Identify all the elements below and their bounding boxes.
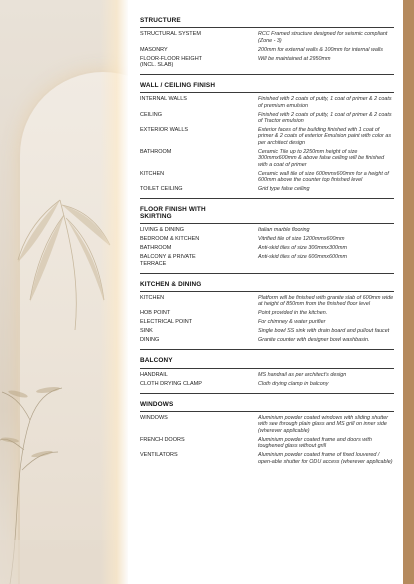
spec-row bbox=[140, 381, 394, 387]
spec-row bbox=[140, 56, 394, 69]
spec-row bbox=[140, 227, 394, 233]
spec-label: SINK bbox=[140, 328, 153, 335]
spec-value: Ceramic Tile up to 2250mm height of size 300mmx600mm & above false ceiling will be finished with a coat of primer bbox=[258, 148, 385, 168]
spec-value: Aluminium powder coated windows with sliding shutter with see through plain glass and MS grill on inner side (wherever applicable) bbox=[258, 414, 389, 434]
spec-row bbox=[140, 310, 394, 316]
spec-section bbox=[140, 17, 394, 75]
section-title: WINDOWS bbox=[140, 401, 394, 412]
spec-row bbox=[140, 236, 394, 242]
spec-row bbox=[140, 337, 394, 343]
light-glow bbox=[100, 0, 128, 584]
spec-label: MASONRY bbox=[140, 46, 168, 53]
spec-row bbox=[140, 186, 394, 192]
spec-value: Vitrified tile of size 1200mmx600mm bbox=[258, 236, 345, 243]
spec-row bbox=[140, 245, 394, 251]
spec-label: VENTILATORS bbox=[140, 452, 178, 459]
spec-label: WINDOWS bbox=[140, 414, 168, 421]
spec-section bbox=[140, 281, 394, 351]
spec-value: Platform will be finished with granite slab of 600mm wide at height of 850mm from the finished floor level bbox=[258, 295, 394, 308]
spec-row bbox=[140, 96, 394, 109]
section-title: WALL / CEILING FINISH bbox=[140, 82, 394, 93]
section-title: FLOOR FINISH WITH SKIRTING bbox=[140, 206, 394, 224]
section-title: KITCHEN & DINING bbox=[140, 281, 394, 292]
spec-row bbox=[140, 328, 394, 334]
spec-row bbox=[140, 127, 394, 146]
spec-value: Finished with 2 coats of putty, 1 coat of primer & 2 coats of premium emulsion bbox=[258, 96, 392, 109]
section-title: BALCONY bbox=[140, 357, 394, 368]
spec-row bbox=[140, 171, 394, 184]
spec-row bbox=[140, 149, 394, 168]
spec-label: CEILING bbox=[140, 111, 163, 118]
spec-value: MS handrail as per architect's design bbox=[258, 371, 347, 378]
spec-label: HANDRAIL bbox=[140, 371, 168, 378]
spec-label: STRUCTURAL SYSTEM bbox=[140, 31, 201, 38]
specifications-list bbox=[140, 17, 394, 478]
spec-row bbox=[140, 319, 394, 325]
spec-label: BATHROOM bbox=[140, 148, 172, 155]
spec-value: Point provided in the kitchen. bbox=[258, 310, 328, 317]
spec-value: 200mm for external walls & 100mm for internal walls bbox=[258, 46, 383, 53]
spec-row bbox=[140, 295, 394, 308]
spec-value: Single bowl SS sink with drain board and pullout faucet bbox=[258, 328, 390, 335]
spec-label: DINING bbox=[140, 337, 160, 344]
spec-row bbox=[140, 112, 394, 125]
accent-bar bbox=[403, 0, 414, 584]
spec-value: Cloth drying clamp in balcony bbox=[258, 380, 329, 387]
spec-label: ELECTRICAL POINT bbox=[140, 319, 193, 326]
spec-value: RCC Framed structure designed for seismic compliant (Zone - 3) bbox=[258, 31, 388, 44]
spec-row bbox=[140, 31, 394, 44]
spec-row bbox=[140, 47, 394, 53]
spec-label: TOILET CEILING bbox=[140, 186, 183, 193]
spec-label: BEDROOM & KITCHEN bbox=[140, 236, 200, 243]
section-title: STRUCTURE bbox=[140, 17, 394, 28]
spec-label: KITCHEN bbox=[140, 295, 165, 302]
spec-value: Anti-skid tiles of size 300mmx300mm bbox=[258, 245, 347, 252]
spec-label: BALCONY & PRIVATE TERRACE bbox=[140, 254, 196, 267]
spec-value: Finished with 2 coats of putty, 1 coat of primer & 2 coats of Tractor emulsion bbox=[258, 111, 392, 125]
spec-section bbox=[140, 206, 394, 274]
spec-value: For chimney & water purifier bbox=[258, 319, 326, 326]
spec-label: FLOOR-FLOOR HEIGHT (INCL. SLAB) bbox=[140, 55, 203, 69]
spec-value: Italian marble flooring bbox=[258, 227, 310, 234]
spec-label: BATHROOM bbox=[140, 245, 172, 252]
spec-row bbox=[140, 254, 394, 267]
spec-value: Anti-skid tiles of size 600mmx600mm bbox=[258, 254, 347, 261]
spec-value: Aluminium powder coated frame and doors with toughened glass without grill bbox=[258, 436, 372, 450]
spec-label: KITCHEN bbox=[140, 170, 165, 177]
spec-value: Exterior faces of the building finished with 1 coat of primer & 2 coats of exterior Emulsion paint with color as per architect design bbox=[258, 127, 392, 146]
spec-value: Will be maintained at 2950mm bbox=[258, 55, 331, 62]
spec-value: Aluminium powder coated frame of fixed louvered / open-able shutter for ODU access (wherever applicable) bbox=[258, 452, 393, 465]
spec-label: CLOTH DRYING CLAMP bbox=[140, 380, 202, 387]
spec-section bbox=[140, 82, 394, 199]
spec-row bbox=[140, 372, 394, 378]
spec-label: FRENCH DOORS bbox=[140, 436, 185, 443]
spec-label: LIVING & DINING bbox=[140, 227, 185, 234]
spec-row bbox=[140, 415, 394, 434]
spec-label: HOB POINT bbox=[140, 310, 171, 317]
spec-label: INTERNAL WALLS bbox=[140, 96, 187, 103]
spec-section bbox=[140, 401, 394, 471]
spec-row bbox=[140, 452, 394, 465]
spec-section bbox=[140, 357, 394, 393]
spec-value: Ceramic wall tile of size 600mmx600mm for a height of 600mm above the counter top finished level bbox=[258, 170, 389, 184]
spec-label: EXTERIOR WALLS bbox=[140, 127, 189, 134]
decorative-interior-image bbox=[0, 0, 128, 584]
spec-value: Grid type false ceiling bbox=[258, 186, 310, 193]
spec-row bbox=[140, 437, 394, 450]
spec-value: Granite counter with designer bowl washbasin. bbox=[258, 337, 370, 344]
